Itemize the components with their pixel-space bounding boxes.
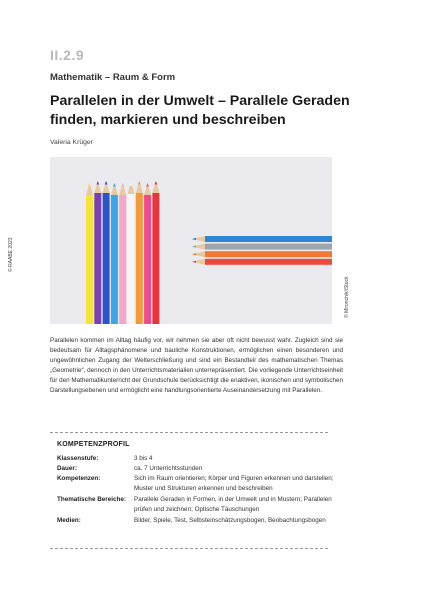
- profile-label: Medien:: [57, 517, 81, 524]
- divider-top: [50, 432, 328, 433]
- profile-label: Thematische Bereiche:: [57, 496, 126, 503]
- pencil-vertical: [152, 193, 159, 324]
- pencil-tip-lead: [130, 182, 133, 186]
- pencil-tip-lead: [96, 181, 99, 185]
- pencil-tip-lead: [155, 181, 158, 185]
- intro-paragraph: Parallelen kommen im Alltag häufig vor, wir nehmen sie aber oft nicht bewusst wahr. Zugleich sind sie bedeutsam für Alltagsphänomene und bauliche Konstruktionen, ermöglichen einen besonderen und ungewöhnlichen Zugang der Welterschließung und sind ein Bestandteil des mathematischen Themas „Geometrie“, dennoch in den Unterrichtsmaterialien unterrepräsentiert. Die vorliegende Unterrichtseinheit für den Mathematikunterricht der Grundschule berücksichtigt die enaktiven, ikonischen und symbolischen Darstellungsebenen und ermöglicht eine handlungsorientierte Auseinandersetzung mit Parallelen.: [50, 337, 343, 394]
- pencil-tip-lead: [192, 245, 196, 247]
- pencil-tip-lead: [146, 183, 149, 187]
- pencil-tip-lead: [88, 183, 91, 187]
- pencil-vertical: [128, 194, 135, 324]
- pencils-photo: [50, 157, 332, 324]
- pencil-tip-lead: [192, 261, 196, 263]
- divider-bottom: [50, 548, 328, 549]
- pencil-vertical: [86, 195, 93, 324]
- pencil-vertical: [111, 195, 118, 324]
- page-title: Parallelen in der Umwelt – Parallele Geraden finden, markieren und beschreiben: [50, 93, 350, 128]
- pencil-tip-lead: [192, 238, 196, 240]
- profile-value: Bilder, Spiele, Test, Selbsteinschätzungsbogen, Beobachtungsbogen: [134, 517, 326, 524]
- kompetenzprofil-title: KOMPETENZPROFIL: [57, 441, 130, 448]
- profile-label: Kompetenzen:: [57, 475, 101, 482]
- copyright-sidebar: © RAABE 2023: [8, 237, 14, 272]
- pencil-vertical: [144, 195, 151, 324]
- profile-value: Sich im Raum orientieren; Körper und Figuren erkennen und darstellen; Muster und Strukturen erkennen und beschreiben: [134, 475, 334, 492]
- pencil-horizontal: [205, 259, 332, 265]
- pencil-tip-lead: [113, 183, 116, 187]
- profile-value: ca. 7 Unterrichtsstunden: [134, 465, 203, 472]
- profile-value: Parallele Geraden in Formen, in der Umwelt und in Mustern; Parallelen prüfen und zeichnen; Optische Täuschungen: [134, 496, 332, 513]
- pencil-vertical: [119, 195, 126, 324]
- author-name: Valeria Krüger: [50, 139, 93, 146]
- pencil-tip-lead: [105, 181, 108, 185]
- pencil-vertical: [136, 193, 143, 324]
- profile-label: Klassenstufe:: [57, 455, 99, 462]
- pencil-vertical: [103, 193, 110, 324]
- pencil-tip-lead: [192, 253, 196, 255]
- pencils-illustration: [50, 157, 332, 324]
- topic-line: Mathematik – Raum & Form: [50, 72, 176, 83]
- pencil-horizontal: [205, 244, 332, 250]
- pencil-tip-lead: [138, 181, 141, 185]
- photo-credit: © Mironchik/iStock: [344, 276, 350, 318]
- profile-value: 3 bis 4: [134, 455, 153, 462]
- pencil-horizontal: [205, 236, 332, 242]
- pencil-horizontal: [205, 251, 332, 257]
- pencil-vertical: [94, 193, 101, 324]
- unit-code: II.2.9: [50, 47, 85, 63]
- pencil-tip-lead: [121, 183, 124, 187]
- profile-label: Dauer:: [57, 465, 77, 472]
